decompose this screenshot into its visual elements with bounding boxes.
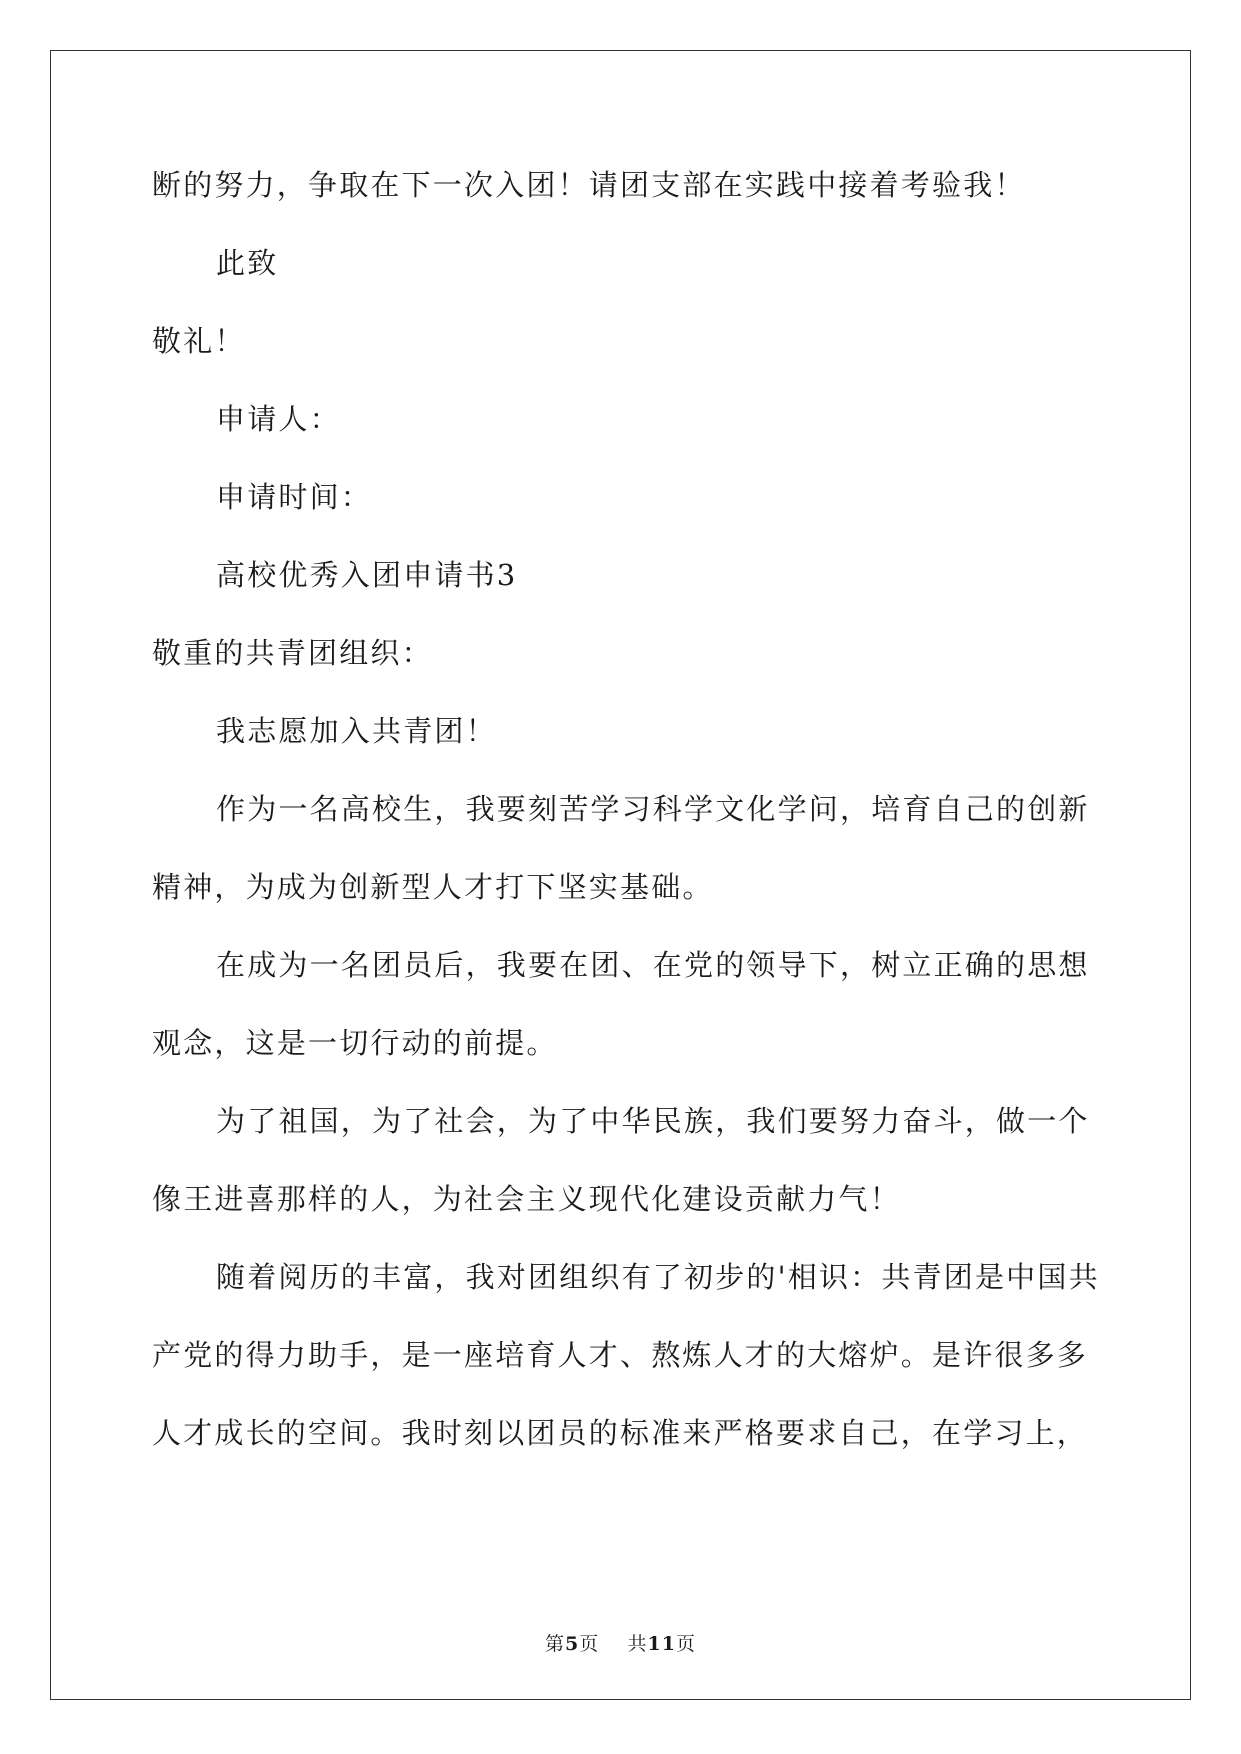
applicant-label: 申请人：: [216, 402, 341, 436]
application-date-label: 申请时间：: [216, 480, 373, 514]
total-suffix: 页: [675, 1633, 696, 1655]
closing-respect: 敬礼！: [152, 324, 246, 358]
closing-salutation: 此致: [216, 246, 279, 280]
page-footer: [0, 1629, 1241, 1656]
total-prefix: 共: [627, 1633, 648, 1655]
paragraph-line: 在成为一名团员后，我要在团、在党的领导下，树立正确的思想: [216, 948, 1090, 982]
page-suffix: 页: [579, 1633, 600, 1655]
total-pages: 11: [647, 1633, 676, 1655]
paragraph-line: 精神，为成为创新型人才打下坚实基础。: [152, 870, 714, 904]
paragraph-line: 作为一名高校生，我要刻苦学习科学文化学问，培育自己的创新: [216, 792, 1090, 826]
paragraph-line: 像王进喜那样的人，为社会主义现代化建设贡献力气！: [152, 1182, 901, 1216]
greeting: 敬重的共青团组织：: [152, 636, 433, 670]
paragraph-line: 产党的得力助手，是一座培育人才、熬炼人才的大熔炉。是许很多多: [152, 1338, 1089, 1372]
paragraph-line: 为了祖国，为了社会，为了中华民族，我们要努力奋斗，做一个: [216, 1104, 1090, 1138]
paragraph-line: 断的努力，争取在下一次入团！请团支部在实践中接着考验我！: [152, 168, 1026, 202]
page-number: 5: [565, 1633, 580, 1655]
paragraph-line: 我志愿加入共青团！: [216, 714, 497, 748]
section-title: 高校优秀入团申请书3: [216, 558, 518, 592]
paragraph-line: 观念，这是一切行动的前提。: [152, 1026, 558, 1060]
paragraph-line: 随着阅历的丰富，我对团组织有了初步的'相识：共青团是中国共: [216, 1260, 1100, 1294]
page-prefix: 第: [545, 1633, 566, 1655]
paragraph-line: 人才成长的空间。我时刻以团员的标准来严格要求自己，在学习上，: [152, 1416, 1089, 1450]
